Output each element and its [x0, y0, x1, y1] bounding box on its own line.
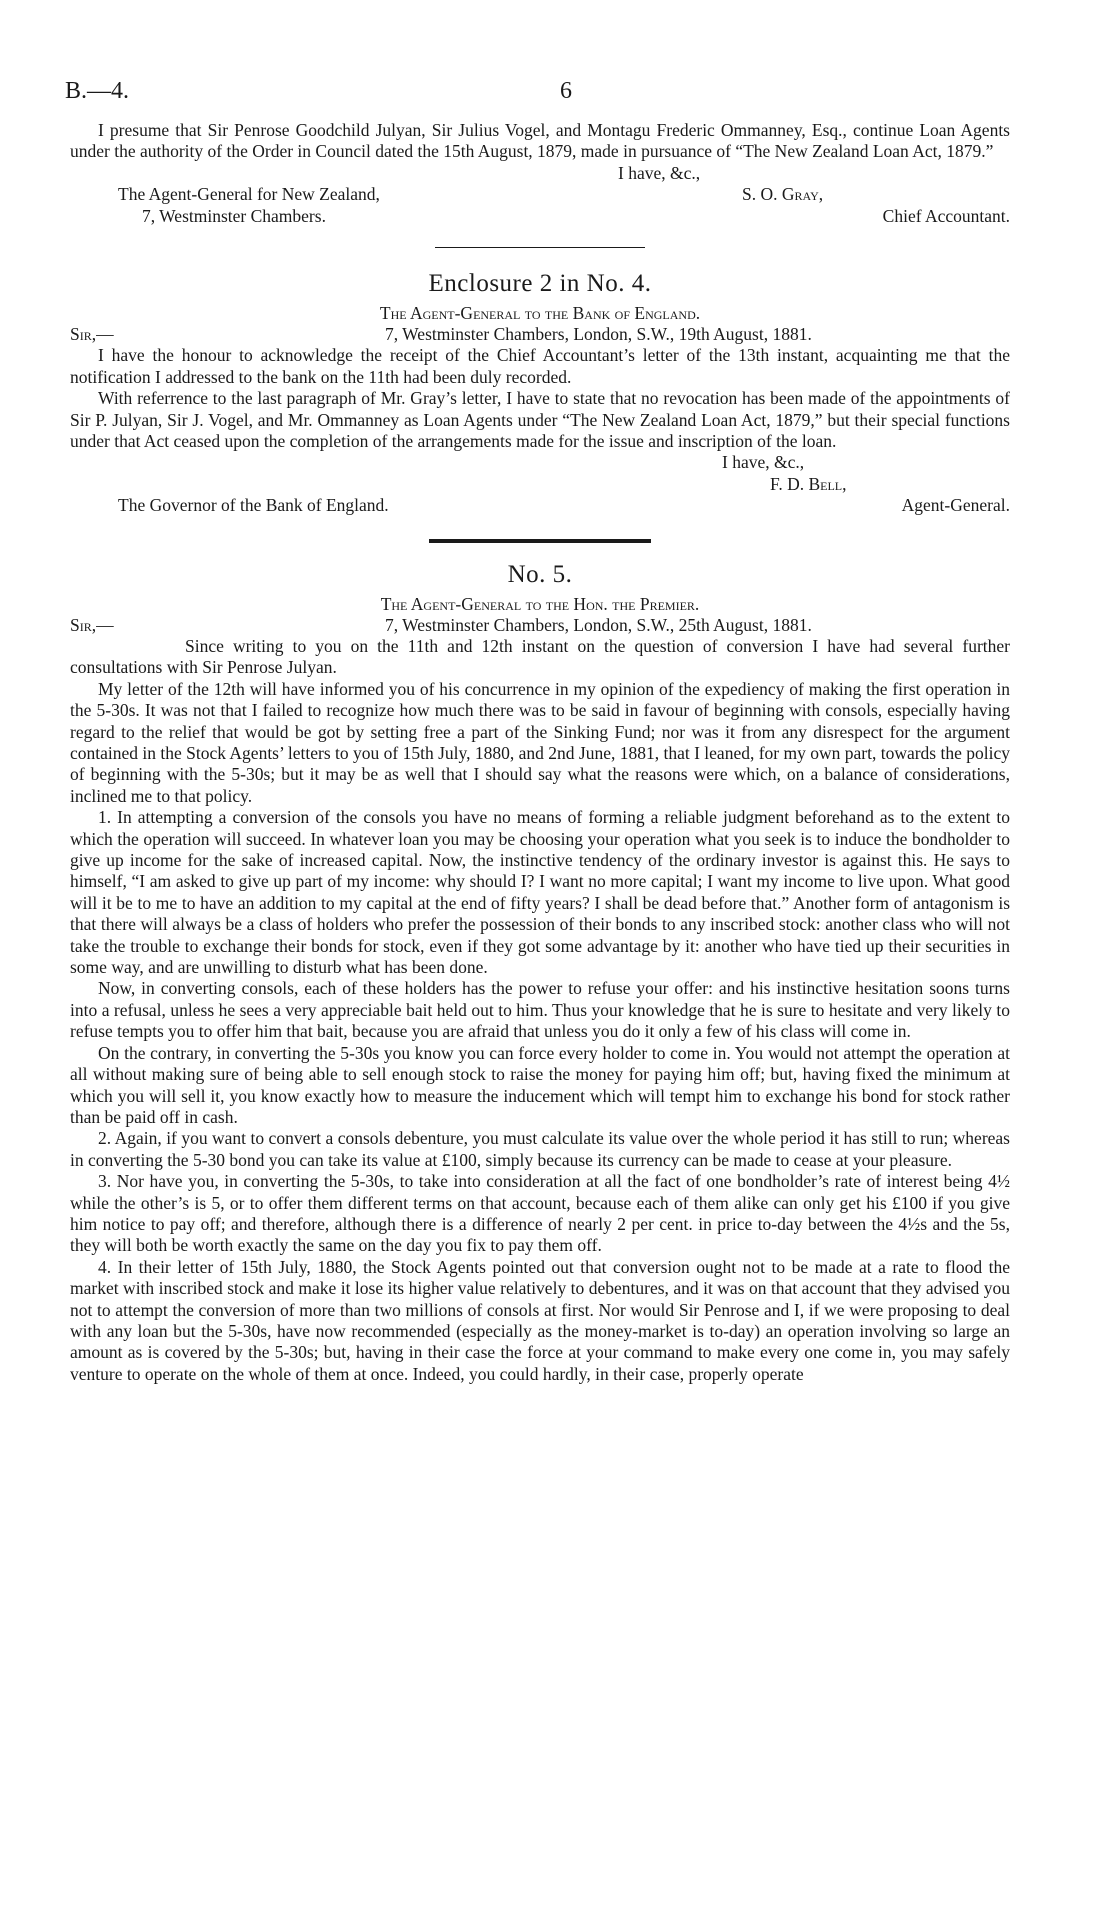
letter1-paragraph: I presume that Sir Penrose Goodchild Julyan, Sir Julius Vogel, and Montagu Frederic Ommanney, Esq., continue Loan Agents under the authority of the Order in Council dated the 15th August, 1879, made in pursuance of “The New Zealand Loan Act, 1879.”	[70, 120, 1010, 162]
page-header	[50, 78, 1064, 112]
enclosure-subheading: The Agent-General to the Bank of England.	[379, 302, 701, 323]
letter-paragraph: 3. Nor have you, in converting the 5-30s, to take into consideration at all the fact of one bondholder’s rate of interest being 4½ while the other’s is 5, or to offer them different terms on that account, because each of them alike can only get his £100 if you give him notice to pay off; and therefore, although there is a difference of nearly 2 per cent. in price to-day between the 4½s and the 5s, they will both be worth exactly the same on the day you fix to pay them off.	[70, 1171, 1010, 1256]
letter1-signer-title: Chief Accountant.	[882, 205, 1010, 226]
letter-paragraph: Since writing to you on the 11th and 12th instant on the question of conversion I have had several further consultations with Sir Penrose Julyan.	[70, 635, 1010, 678]
letter-paragraph: 2. Again, if you want to convert a consols debenture, you must calculate its value over the whole period it has still to run; whereas in converting the 5-30 bond you can take its value at £100, simply because its currency can be made to cease at your pleasure.	[70, 1128, 1010, 1170]
enclosure-addressee: The Governor of the Bank of England.	[118, 495, 389, 516]
letter1-signer: S. O. Gray,	[742, 184, 824, 205]
letter1-addressee-line2: 7, Westminster Chambers.	[142, 205, 326, 226]
letter-heading: No. 5.	[507, 560, 573, 588]
letter-paragraph: My letter of the 12th will have informed you of his concurrence in my opinion of the expediency of making the first operation in the 5-30s. It was not that I failed to recognize how much there was to be said in favour of beginning with consols, especially having regard to the relief that would be got by setting free a part of the Sinking Fund; nor was it from any disrespect for the argument contained in the Stock Agents’ letters to you of 15th July, 1880, and 2nd June, 1881, that I leaned, for my own part, towards the policy of beginning with the 5-30s; but it may be as well that I should say what the reasons were which, on a balance of considerations, inclined me to that policy.	[70, 678, 1010, 806]
letter1-closing: I have, &c.,	[618, 162, 701, 183]
enclosure-signer-title: Agent-General.	[901, 495, 1010, 516]
enclosure-2	[70, 270, 1010, 517]
letter-paragraph: 4. In their letter of 15th July, 1880, the Stock Agents pointed out that conversion ought not to be made at a rate to flood the market with inscribed stock and make it lose its higher value relatively to debentures, and it was on that account that they advised you not to attempt the conversion of more than two millions of consols at first. Nor would Sir Penrose and I, if we were proposing to deal with any loan but the 5-30s, have now recommended (especially as the money-market is to-day) an operation involving so large an amount as is covered by the 5-30s; but, having in their case the force at your command to make every one come in, you may safely venture to operate on the whole of them at once. Indeed, you could hardly, in their case, properly operate	[70, 1256, 1010, 1384]
letter-subheading: The Agent-General to the Hon. the Premier.	[380, 593, 700, 614]
enclosure-heading: Enclosure 2 in No. 4.	[428, 269, 652, 297]
enclosure-signer: F. D. Bell,	[770, 473, 847, 494]
page-number: 6	[560, 78, 572, 104]
letter-paragraph: On the contrary, in converting the 5-30s you know you can force every holder to come in. You would not attempt the operation at all without making sure of being able to sell enough stock to raise the money for paying him off; but, having fixed the minimum at which you will sell it, you know exactly how to measure the inducement which will tempt him to exchange his bond for stock rather than be paid off in cash.	[70, 1042, 1010, 1127]
letter-continuation	[70, 120, 1010, 227]
enclosure-salutation: Sir,—	[70, 323, 114, 344]
letter-no-5	[70, 561, 1010, 1386]
document-body	[70, 120, 1010, 1385]
section-divider-thick	[429, 539, 651, 543]
enclosure-closing: I have, &c.,	[722, 452, 805, 473]
section-divider	[435, 247, 645, 248]
enclosure-paragraph: With referrence to the last paragraph of Mr. Gray’s letter, I have to state that no revocation has been made of the appointments of Sir P. Julyan, Sir J. Vogel, and Mr. Ommanney as Loan Agents under “The New Zealand Loan Act, 1879,” but their special functions under that Act ceased upon the completion of the arrangements made for the issue and inscription of the loan.	[70, 388, 1010, 451]
enclosure-paragraph: I have the honour to acknowledge the receipt of the Chief Accountant’s letter of the 13th instant, acquainting me that the notification I addressed to the bank on the 11th had been duly recorded.	[70, 345, 1010, 387]
letter1-addressee-line1: The Agent-General for New Zealand,	[118, 184, 380, 205]
enclosure-address: 7, Westminster Chambers, London, S.W., 19th August, 1881.	[385, 323, 812, 344]
letter-paragraph: Now, in converting consols, each of these holders has the power to refuse your offer: and his instinctive hesitation soons turns into a refusal, unless he sees a very appreciable bait held out to him. Thus your knowledge that he is sure to hesitate and very likely to refuse tempts you to offer him that bait, because you are afraid that unless you do it only a few of his class will come in.	[70, 978, 1010, 1042]
document-reference: B.—4.	[65, 78, 130, 104]
letter-paragraph: 1. In attempting a conversion of the consols you have no means of forming a reliable judgment beforehand as to the extent to which the operation will succeed. In whatever loan you may be choosing your operation what you seek is to induce the bondholder to give up income for the sake of increased capital. Now, the instinctive tendency of the ordinary investor is against this. He says to himself, “I am asked to give up part of my income: why should I? I want no more capital; I want my income to live upon. What good will it be to me to have an addition to my capital at the end of fifty years? I shall be dead before that.” Another form of antagonism is that there will always be a class of holders who prefer the possession of their bonds to any inscribed stock: another class who will not take the trouble to exchange their bonds for stock, even if they got some advantage by it: another who have tied up their securities in some way, and are unwilling to disturb what has been done.	[70, 807, 1010, 978]
letter-salutation: Sir,—	[70, 614, 114, 635]
letter-address: 7, Westminster Chambers, London, S.W., 25th August, 1881.	[385, 614, 812, 635]
